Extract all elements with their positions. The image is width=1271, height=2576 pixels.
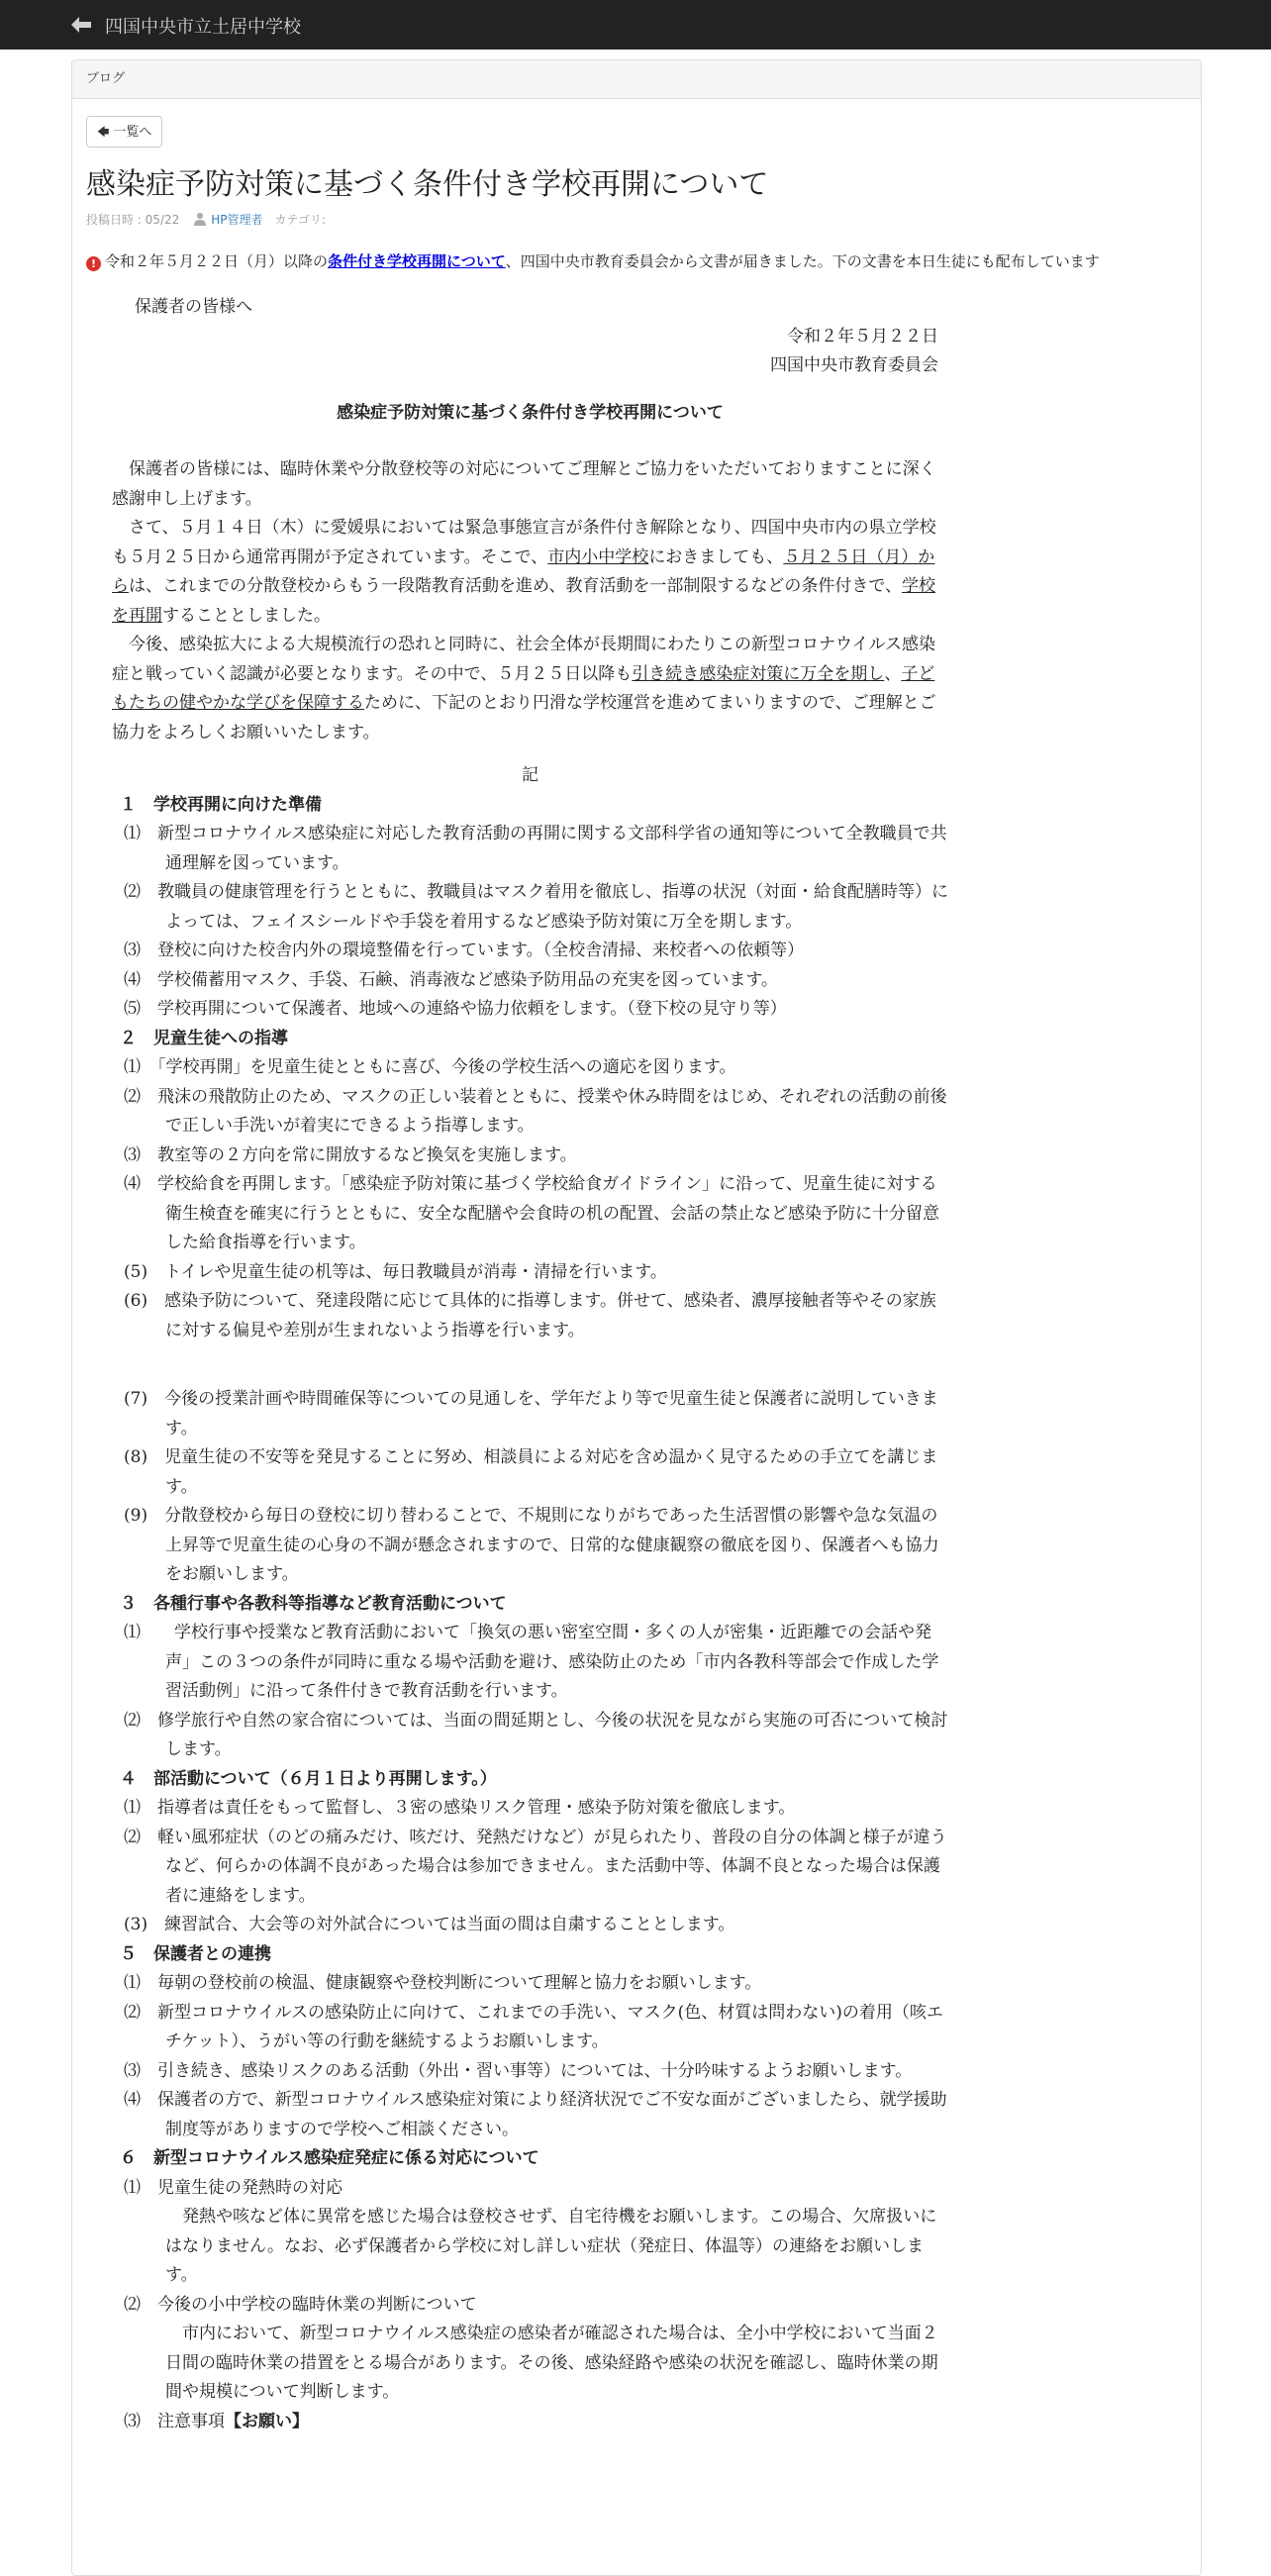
section-2-item: (5) トイレや児童生徒の机等は、毎日教職員が消毒・清掃を行います。: [124, 1261, 667, 1282]
document-body: [112, 293, 948, 2436]
section-5-heading: ５ 保護者との連携: [120, 1943, 271, 1964]
section-1-item: ⑴ 新型コロナウイルス感染症に対応した教育活動の再開に関する文部科学省の通知等について全教職員で共通理解を図っています。: [124, 824, 947, 873]
arrow-left-icon: 🡄: [97, 125, 110, 139]
notice-line: [86, 250, 1195, 271]
paragraph-2: さて、５月１４日（木）に愛媛県においては緊急事態宣言が条件付き解除となり、四国中央市内の県立学校も５月２５日から通常再開が予定されています。そこで、市内小中学校におきましても、５月２５日（月）からは、これまでの分散登校からもう一段階教育活動を進め、教育活動を一部制限するなどの条件付きで、学校を再開することとしました。: [112, 518, 936, 626]
user-icon: [193, 212, 207, 226]
section-1-item: ⑵ 教職員の健康管理を行うとともに、教職員はマスク着用を徹底し、指導の状況（対面・給食配膳時等）によっては、フェイスシールドや手袋を着用するなど感染予防対策に万全を期します。: [124, 882, 948, 932]
paragraph-3: 今後、感染拡大による大規模流行の恐れと同時に、社会全体が長期間にわたりこの新型コロナウイルス感染症と戦っていく認識が必要となります。その中で、５月２５日以降も引き続き感染症対策に万全を期し、子どもたちの健やかな学びを保障するために、下記のとおり円滑な学校運営を進めてまいりますので、ご理解とご協力をよろしくお願いいたします。: [112, 635, 936, 743]
section-3-item: ⑴ 学校行事や授業など教育活動において「換気の悪い密室空間・多くの人が密集・近距離での会話や発声」この３つの条件が同時に重なる場や活動を避け、感染防止のため「市内各教科等部会で作成した学習活動例」に沿って条件付きで教育活動を行います。: [124, 1623, 939, 1701]
arrow-left-icon[interactable]: [69, 15, 93, 35]
greeting: 保護者の皆様へ: [135, 297, 252, 317]
section-4-item: (3) 練習試合、大会等の対外試合については当面の間は自粛することとします。: [124, 1915, 735, 1934]
section-2-item: (8) 児童生徒の不安等を発見することに努め、相談員による対応を含め温かく見守るための手立てを講じます。: [124, 1447, 938, 1497]
back-to-list-label: 一覧へ: [113, 125, 152, 140]
section-6-item-title: ⑴ 児童生徒の発熱時の対応: [124, 2177, 342, 2198]
section-1-item: ⑸ 学校再開について保護者、地域への連絡や協力依頼をします。（登下校の見守り等）: [124, 999, 787, 1019]
section-6-heading: ６ 新型コロナウイルス感染症発症に係る対応について: [120, 2148, 539, 2168]
section-6-item-title: ⑶ 注意事項【お願い】: [124, 2411, 309, 2431]
section-2-item: (6) 感染予防について、発達段階に応じて具体的に指導します。併せて、感染者、濃厚接触者等やその家族に対する偏見や差別が生まれないよう指導を行います。: [124, 1291, 936, 1340]
back-to-list-button[interactable]: [86, 116, 162, 148]
section-3-heading: ３ 各種行事や各教科等指導など教育活動について: [120, 1593, 507, 1614]
posted-date: 投稿日時 : 05/22: [86, 213, 180, 227]
section-2-item: ⑷ 学校給食を再開します。「感染症予防対策に基づく学校給食ガイドライン」に沿って、児童生徒に対する衛生検査を確実に行うとともに、安全な配膳や会食時の机の配置、会話の禁止など感染予防に十分留意した給食指導を行います。: [124, 1174, 939, 1252]
section-2-item: ⑶ 教室等の２方向を常に開放するなど換気を実施します。: [124, 1144, 577, 1165]
section-2-item: (7) 今後の授業計画や時間確保等についての見通しを、学年だより等で児童生徒と保護者に説明していきます。: [124, 1389, 938, 1438]
post-title: 感染症予防対策に基づく条件付き学校再開について: [86, 167, 769, 202]
section-4-item: ⑵ 軽い風邪症状（のどの痛みだけ、咳だけ、発熱だけなど）が見られたり、普段の自分の体調と様子が違うなど、何らかの体調不良があった場合は参加できません。また活動中等、体調不良となった場合は保護者に連絡をします。: [124, 1827, 947, 1906]
section-5-item: ⑶ 引き続き、感染リスクのある活動（外出・習い事等）については、十分吟味するようお願いします。: [124, 2060, 913, 2081]
section-4-item: ⑴ 指導者は責任をもって監督し、３密の感染リスク管理・感染予防対策を徹底します。: [124, 1798, 796, 1818]
section-5-item: ⑵ 新型コロナウイルスの感染防止に向けて、これまでの手洗い、マスク(色、材質は問わない)の着用（咳エチケット）、うがい等の行動を継続するようお願いします。: [124, 2002, 943, 2051]
doc-issuer: 四国中央市教育委員会: [770, 355, 938, 375]
section-3-item: ⑵ 修学旅行や自然の家合宿については、当面の間延期とし、今後の状況を見ながら実施の可否について検討します。: [124, 1710, 948, 1759]
section-6-item-text: 発熱や咳など体に異常を感じた場合は登校させず、自宅待機をお願いします。この場合、欠席扱いにはなりません。なお、必ず保護者から学校に対し詳しい症状（発症日、体温等）の連絡をお願いします。: [165, 2207, 937, 2285]
spacer: [112, 1345, 948, 1385]
section-2-heading: ２ 児童生徒への指導: [120, 1028, 288, 1048]
doc-title: 感染症予防対策に基づく条件付き学校再開について: [337, 402, 724, 423]
top-navbar: [0, 0, 1271, 50]
doc-date: 令和２年５月２２日: [787, 326, 938, 347]
section-6-item-title: ⑵ 今後の小中学校の臨時休業の判断について: [124, 2294, 477, 2315]
notice-link[interactable]: 条件付き学校再開について: [328, 252, 506, 270]
section-5-item: ⑴ 毎朝の登校前の検温、健康観察や登校判断について理解と協力をお願いします。: [124, 1973, 762, 1993]
section-6-item-text: 市内において、新型コロナウイルス感染症の感染者が確認された場合は、全小中学校において当面２日間の臨時休業の措置をとる場合があります。その後、感染経路や感染の状況を確認し、臨時休業の期間や規模について判断します。: [165, 2324, 938, 2402]
post-meta: [86, 211, 326, 228]
section-5-item: ⑷ 保護者の方で、新型コロナウイルス感染症対策により経済状況でご不安な面がございましたら、就学援助制度等がありますので学校へご相談ください。: [124, 2090, 947, 2139]
notice-suffix: 、四国中央市教育委員会から文書が届きました。下の文書を本日生徒にも配布しています: [505, 252, 1100, 270]
section-1-item: ⑶ 登校に向けた校舎内外の環境整備を行っています。（全校舎清掃、来校者への依頼等）: [124, 941, 805, 960]
notice-prefix: 令和２年５月２２日（月）以降の: [105, 252, 329, 270]
site-title[interactable]: 四国中央市立土居中学校: [105, 17, 301, 38]
blog-panel: [71, 59, 1202, 2576]
section-2-item: (9) 分散登校から毎日の登校に切り替わることで、不規則になりがちであった生活習慣の影響や急な気温の上昇等で児童生徒の心身の不調が懸念されますので、日常的な健康観察の徹底を図り、保護者へも協力をお願いします。: [124, 1506, 939, 1584]
section-2-item: ⑵ 飛沫の飛散防止のため、マスクの正しい装着とともに、授業や休み時間をはじめ、それぞれの活動の前後で正しい手洗いが着実にできるよう指導します。: [124, 1086, 947, 1136]
category-label: カテゴリ:: [274, 213, 326, 227]
section-1-item: ⑷ 学校備蓄用マスク、手袋、石鹸、消毒液など感染予防用品の充実を図っています。: [124, 969, 778, 990]
panel-heading: ブログ: [72, 60, 1201, 99]
section-2-item: ⑴ 「学校再開」を児童生徒とともに喜び、今後の学校生活への適応を図ります。: [124, 1057, 736, 1077]
exclamation-icon: !: [86, 256, 101, 271]
section-4-heading: ４ 部活動について（６月１日より再開します。）: [120, 1768, 497, 1789]
section-1-heading: １ 学校再開に向けた準備: [120, 794, 322, 815]
ki-heading: 記: [522, 765, 538, 785]
paragraph-1: 保護者の皆様には、臨時休業や分散登校等の対応についてご理解とご協力をいただいておりますことに深く感謝申し上げます。: [112, 459, 936, 509]
author-link[interactable]: HP管理者: [211, 213, 263, 227]
